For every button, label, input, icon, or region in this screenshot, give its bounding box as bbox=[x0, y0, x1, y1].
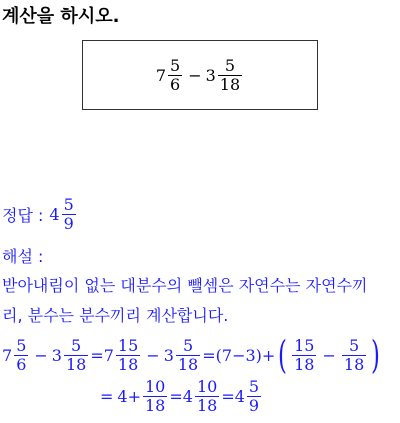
problem-whole-b: 3 bbox=[205, 65, 216, 85]
sol-l2-m2-whole: 4 bbox=[234, 386, 245, 406]
sol-l2-m1-fraction bbox=[195, 378, 219, 414]
sol-l2-m1-whole: 4 bbox=[182, 386, 193, 406]
sol-t3-num: 15 bbox=[117, 335, 139, 355]
answer-line bbox=[2, 196, 78, 232]
sol-t2-num: 5 bbox=[71, 335, 82, 355]
sol-t2-fraction bbox=[64, 337, 88, 373]
answer-label: 정답 : bbox=[2, 205, 44, 225]
answer-fraction bbox=[62, 196, 76, 232]
problem-fraction-b bbox=[218, 57, 242, 93]
sol-right-paren: ) bbox=[371, 333, 381, 377]
sol-l2-m2-num: 5 bbox=[248, 377, 260, 396]
explanation-title: 해설 : bbox=[2, 247, 44, 266]
sol-left-paren: ( bbox=[278, 333, 288, 377]
sol-l2-expr: 4+ bbox=[117, 386, 141, 406]
problem-den-a: 6 bbox=[170, 74, 181, 94]
sol-t2-whole: 3 bbox=[51, 345, 62, 365]
problem-operator: − bbox=[188, 65, 202, 85]
sol-t4-fraction bbox=[176, 337, 200, 373]
sol-t3-whole: 7 bbox=[103, 345, 114, 365]
sol-t3-fraction bbox=[116, 337, 140, 373]
question-prompt: 계산을 하시오. bbox=[2, 6, 120, 27]
sol-l2-equals-1: = bbox=[100, 386, 114, 406]
sol-group: (7−3)+ bbox=[215, 345, 276, 365]
problem-num-b: 5 bbox=[224, 55, 236, 75]
sol-equals-1: = bbox=[90, 345, 104, 365]
explanation-text-line1: 받아내림이 없는 대분수의 뺄셈은 자연수는 자연수끼 bbox=[2, 276, 368, 295]
sol-l2-equals-2: = bbox=[169, 386, 183, 406]
sol-t4-den: 18 bbox=[177, 354, 199, 374]
sol-t1-fraction bbox=[14, 337, 28, 373]
answer-num: 5 bbox=[63, 195, 74, 214]
sol-l2-m1-den: 18 bbox=[196, 395, 218, 415]
sol-l2-f1-den: 18 bbox=[145, 395, 166, 415]
sol-l2-equals-3: = bbox=[221, 386, 235, 406]
answer-whole: 4 bbox=[49, 204, 60, 224]
sol-t1-num: 5 bbox=[16, 335, 27, 355]
sol-minus-1: − bbox=[34, 345, 48, 365]
problem-num-a: 5 bbox=[170, 55, 181, 75]
problem-fraction-a bbox=[168, 57, 182, 93]
sol-l2-m1-num: 10 bbox=[196, 377, 218, 396]
answer-value bbox=[49, 196, 77, 232]
sol-equals-2: = bbox=[202, 345, 216, 365]
sol-t5-num: 15 bbox=[294, 335, 315, 355]
sol-t4-num: 5 bbox=[182, 335, 194, 355]
sol-l2-f1-num: 10 bbox=[145, 377, 166, 396]
sol-t5-den: 18 bbox=[294, 354, 315, 374]
sol-minus-2: − bbox=[146, 345, 160, 365]
answer-den: 9 bbox=[63, 213, 74, 233]
sol-t4-whole: 3 bbox=[163, 345, 174, 365]
problem-whole-a: 7 bbox=[155, 65, 167, 85]
problem-expression bbox=[156, 57, 244, 93]
solution-line-2 bbox=[96, 378, 263, 414]
sol-t1-whole: 7 bbox=[2, 345, 13, 365]
sol-l2-m2-fraction bbox=[247, 378, 261, 414]
sol-t2-den: 18 bbox=[65, 354, 87, 374]
sol-t6-num: 5 bbox=[348, 335, 360, 355]
explanation-text-line2: 리, 분수는 분수끼리 계산합니다. bbox=[2, 306, 229, 325]
sol-t1-den: 6 bbox=[16, 354, 27, 374]
solution-line-1 bbox=[2, 333, 383, 377]
problem-box bbox=[82, 40, 318, 110]
sol-l2-m2-den: 9 bbox=[248, 395, 260, 415]
sol-minus-3: − bbox=[322, 345, 336, 365]
sol-t6-den: 18 bbox=[343, 354, 365, 374]
sol-t6-fraction bbox=[342, 337, 366, 373]
problem-den-b: 18 bbox=[219, 74, 241, 94]
sol-t5-fraction bbox=[292, 337, 316, 373]
sol-l2-f1-fraction bbox=[143, 378, 167, 414]
sol-t3-den: 18 bbox=[117, 354, 139, 374]
